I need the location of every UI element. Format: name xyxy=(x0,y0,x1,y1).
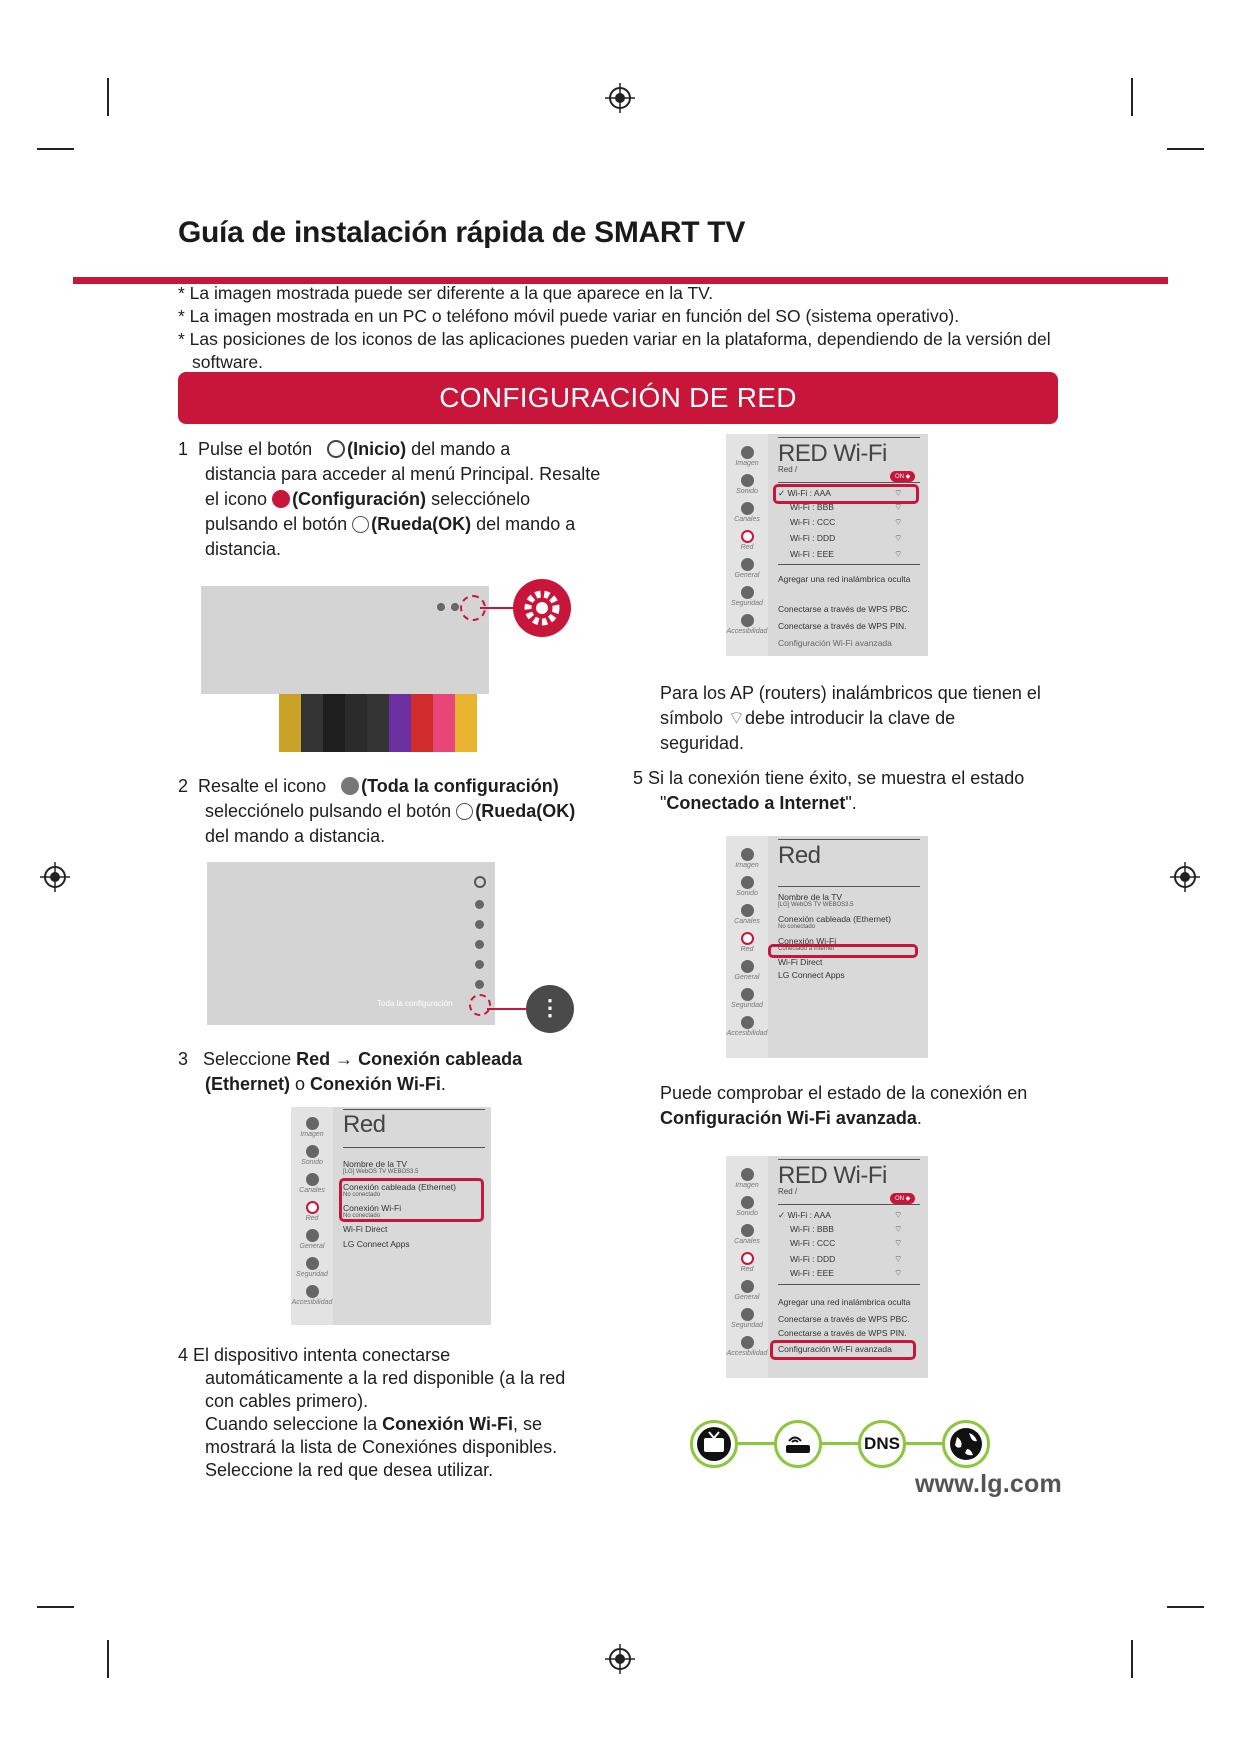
sidebar-label: Red xyxy=(740,946,754,953)
sidebar-label: Sonido xyxy=(736,890,758,897)
crop-mark xyxy=(107,78,109,116)
sidebar-item-canales[interactable] xyxy=(291,1173,333,1194)
section-banner: CONFIGURACIÓN DE RED xyxy=(178,372,1058,424)
sidebar-label: Red xyxy=(740,544,754,551)
sidebar-label: Accesibilidad xyxy=(726,1350,768,1357)
wps-pbc-item[interactable]: Conectarse a través de WPS PBC. xyxy=(778,604,910,614)
all-settings-highlight xyxy=(469,994,491,1016)
app-tile xyxy=(279,694,301,752)
menu-rule xyxy=(343,1147,485,1148)
connection-status: Conectado a Internet xyxy=(778,946,835,952)
step-text: del mando a xyxy=(411,439,511,459)
note-text: . xyxy=(916,1108,922,1128)
connected-highlight xyxy=(768,944,918,958)
wifi-network-item[interactable]: Wi-Fi : CCC xyxy=(790,1238,836,1248)
note-text: Puede comprobar el estado de la conexión en xyxy=(660,1083,1028,1103)
settings-gear-icon xyxy=(513,579,571,637)
step-text: Seleccione la red que desea utilizar. xyxy=(205,1460,494,1480)
menu-rule xyxy=(778,1204,920,1205)
note: * La imagen mostrada puede ser diferente a la que aparece en la TV. xyxy=(178,283,714,303)
wired-connection-item[interactable] xyxy=(778,914,891,930)
sidebar-item-general[interactable] xyxy=(726,1280,768,1301)
menu-rule xyxy=(778,839,920,840)
sidebar-label: Imagen xyxy=(300,1131,324,1138)
wheel-button-icon xyxy=(456,803,473,820)
sidebar-label: Sonido xyxy=(736,488,758,495)
sidebar-item-red[interactable] xyxy=(291,1201,333,1222)
item-value: No conectado xyxy=(778,924,816,930)
network-connected-screen xyxy=(726,836,928,1058)
step-text: selecciónelo xyxy=(431,489,531,509)
sidebar-label: General xyxy=(734,974,760,981)
item-value: [LG] WebOS TV WEBOS3.5 xyxy=(343,1169,419,1175)
flow-line xyxy=(735,1442,775,1445)
check-note xyxy=(660,1081,1100,1131)
wifi-signal-icon: ⌔ xyxy=(894,549,903,559)
wifi-network-item[interactable]: Wi-Fi : BBB xyxy=(790,502,834,512)
callout-line xyxy=(480,607,515,609)
step-bold: (Ethernet) xyxy=(205,1074,290,1094)
sidebar-label: Sonido xyxy=(301,1159,323,1166)
app-tile xyxy=(323,694,345,752)
step-bold: Conexión cableada xyxy=(358,1049,523,1069)
menu-dot xyxy=(475,980,484,989)
sidebar-item-imagen[interactable] xyxy=(726,848,768,869)
sidebar-item-accesibilidad[interactable] xyxy=(726,1336,768,1357)
wifi-toggle[interactable]: ON ◆ xyxy=(890,1193,915,1204)
menu-dot xyxy=(475,920,484,929)
note: * Las posiciones de los iconos de las aplicaciones pueden variar en la plataforma, dependiendo de la versión del software. xyxy=(178,329,1051,372)
sidebar-item-red[interactable] xyxy=(726,530,768,551)
item-value: No conectado xyxy=(343,1192,381,1198)
wifi-signal-icon: ⌔ xyxy=(894,1210,903,1220)
step-bold: (Rueda(OK) xyxy=(475,801,576,821)
crop-mark xyxy=(1131,1640,1133,1678)
network-menu-screen xyxy=(291,1107,491,1325)
step-text: automáticamente a la red disponible (a la red xyxy=(205,1368,566,1388)
item-label: Nombre de la TV xyxy=(343,1159,408,1169)
app-tile xyxy=(389,694,411,752)
menu-dot xyxy=(474,876,486,888)
app-tile xyxy=(367,694,389,752)
wifi-menu-screen xyxy=(726,434,928,656)
sidebar-item-seguridad[interactable] xyxy=(726,1308,768,1329)
step-text: Si la conexión tiene éxito, se muestra el estado xyxy=(648,768,1025,788)
crop-mark xyxy=(37,148,74,150)
step-text: pulsando el botón xyxy=(205,514,348,534)
page-title: Guía de instalación rápida de SMART TV xyxy=(178,216,746,249)
step-text: mostrará la lista de Conexiónes disponibles. xyxy=(205,1437,558,1457)
sidebar-label: Accesibilidad xyxy=(291,1299,333,1306)
crop-mark xyxy=(107,1640,109,1678)
step-text: selecciónelo pulsando el botón xyxy=(205,801,452,821)
wifi-signal-icon: ⌔ xyxy=(894,533,903,543)
registration-mark-icon xyxy=(605,83,635,113)
step-text: Cuando seleccione la xyxy=(205,1414,378,1434)
sidebar-label: Seguridad xyxy=(731,1322,763,1329)
sidebar-label: Sonido xyxy=(736,1210,758,1217)
sidebar-item-canales[interactable] xyxy=(726,502,768,523)
step-2 xyxy=(178,774,618,849)
sidebar-label: Imagen xyxy=(735,1182,759,1189)
dns-label: DNS xyxy=(864,1434,900,1453)
menu-dot xyxy=(475,960,484,969)
sidebar-item-red[interactable] xyxy=(726,1252,768,1273)
step-text: Seleccione xyxy=(203,1049,292,1069)
item-value: [LG] WebOS TV WEBOS3.5 xyxy=(778,902,854,908)
dot xyxy=(451,603,459,611)
sidebar-item-sonido[interactable] xyxy=(726,474,768,495)
wifi-signal-icon: ⌔ xyxy=(894,502,903,512)
wps-pin-item[interactable]: Conectarse a través de WPS PIN. xyxy=(778,1328,907,1338)
wifi-advanced-screen xyxy=(726,1156,928,1378)
flow-line xyxy=(820,1442,860,1445)
step-text: del mando a xyxy=(476,514,576,534)
step-bold: Conexión Wi-Fi xyxy=(382,1414,513,1434)
app-tile xyxy=(411,694,433,752)
sidebar-label: Canales xyxy=(299,1187,325,1194)
crop-mark xyxy=(1167,148,1204,150)
item-label: Conexión cableada (Ethernet) xyxy=(343,1182,456,1192)
menu-title: RED Wi-Fi xyxy=(778,1162,887,1189)
menu-dot xyxy=(475,900,484,909)
sidebar-label: Canales xyxy=(734,516,760,523)
sidebar-item-red[interactable] xyxy=(726,932,768,953)
menu-rule xyxy=(778,1159,920,1160)
wifi-network-item[interactable]: Wi-Fi : DDD xyxy=(790,533,836,543)
dns-icon xyxy=(858,1420,906,1468)
item-label: Nombre de la TV xyxy=(778,892,843,902)
registration-mark-icon xyxy=(1170,862,1200,892)
network-highlight xyxy=(773,484,919,504)
step-text: , se xyxy=(512,1414,542,1434)
step-bold: Conectado a Internet xyxy=(666,793,846,813)
menu-title: RED Wi-Fi xyxy=(778,440,887,467)
step-bold: Red xyxy=(296,1049,331,1069)
sidebar-label: Canales xyxy=(734,918,760,925)
step-text: del mando a distancia. xyxy=(205,826,386,846)
wifi-network-item[interactable]: Wi-Fi : EEE xyxy=(790,1268,834,1278)
step-text: Resalte el icono xyxy=(198,776,327,796)
sidebar-label: General xyxy=(734,572,760,579)
wps-pin-item[interactable]: Conectarse a través de WPS PIN. xyxy=(778,621,907,631)
step-number: 1 xyxy=(178,439,189,459)
step-bold: Configuración Wi-Fi avanzada xyxy=(660,1108,917,1128)
menu-rule xyxy=(778,1284,920,1285)
lg-connect-apps-item[interactable]: LG Connect Apps xyxy=(778,970,845,980)
item-label: Conexión Wi-Fi xyxy=(343,1203,402,1213)
step-text: o xyxy=(290,1074,311,1094)
sidebar-item-accesibilidad[interactable] xyxy=(726,1016,768,1037)
sidebar-item-canales[interactable] xyxy=(726,904,768,925)
menu-dot xyxy=(475,940,484,949)
sidebar-label: Accesibilidad xyxy=(726,628,768,635)
step-number: 4 xyxy=(178,1345,189,1365)
menu-subtitle: Red / xyxy=(778,1187,798,1196)
sidebar-label: Canales xyxy=(734,1238,760,1245)
note: * La imagen mostrada en un PC o teléfono móvil puede variar en función del SO (sistema operativo). xyxy=(178,306,960,326)
step-number: 5 xyxy=(633,768,644,788)
sidebar-label: Imagen xyxy=(735,460,759,467)
step-text: con cables primero). xyxy=(205,1391,369,1411)
step-bold: (Inicio) xyxy=(347,439,407,459)
tv-name-item[interactable] xyxy=(343,1159,418,1175)
sidebar-item-imagen[interactable] xyxy=(726,1168,768,1189)
sidebar-item-imagen[interactable] xyxy=(726,446,768,467)
step-4 xyxy=(178,1344,618,1482)
step-text: . xyxy=(440,1074,446,1094)
router-icon xyxy=(774,1420,822,1468)
wifi-signal-icon: ⌔ xyxy=(894,1254,903,1264)
callout-line xyxy=(487,1008,527,1010)
step-bold: Conexión Wi-Fi xyxy=(310,1074,441,1094)
sidebar-item-imagen[interactable] xyxy=(291,1117,333,1138)
wifi-signal-icon: ⌔ xyxy=(894,1238,903,1248)
sidebar-label: Imagen xyxy=(735,862,759,869)
menu-title: Red xyxy=(343,1111,386,1138)
sidebar-item-canales[interactable] xyxy=(726,1224,768,1245)
sidebar-item-sonido[interactable] xyxy=(726,876,768,897)
registration-mark-icon xyxy=(40,862,70,892)
website-url: www.lg.com xyxy=(915,1470,1062,1498)
wifi-network-item[interactable]: Wi-Fi : BBB xyxy=(790,1224,834,1234)
item-label: Conexión cableada (Ethernet) xyxy=(778,914,891,924)
home-screen-illustration xyxy=(201,586,489,751)
menu-subtitle: Red / xyxy=(778,465,798,474)
wifi-network-item[interactable]: ✓ Wi-Fi : AAA xyxy=(778,1210,831,1220)
sidebar-item-accesibilidad[interactable] xyxy=(726,614,768,635)
step-bold: (Configuración) xyxy=(292,489,427,509)
sidebar-label: Seguridad xyxy=(731,600,763,607)
wheel-button-icon xyxy=(352,516,369,533)
globe-icon xyxy=(942,1420,990,1468)
advanced-highlight xyxy=(770,1340,916,1360)
sidebar-label: Red xyxy=(305,1215,319,1222)
sidebar-item-general[interactable] xyxy=(291,1229,333,1250)
sidebar-label: Accesibilidad xyxy=(726,1030,768,1037)
wifi-direct-item[interactable]: Wi-Fi Direct xyxy=(343,1224,388,1234)
note-text: debe introducir la clave de xyxy=(744,708,956,728)
ap-note xyxy=(660,681,1100,756)
crop-mark xyxy=(1167,1606,1204,1608)
wifi-network-item[interactable]: ✓ Wi-Fi : AAA xyxy=(778,488,831,498)
sidebar-item-seguridad[interactable] xyxy=(726,586,768,607)
menu-rule xyxy=(778,482,920,483)
step-bold: (Toda la configuración) xyxy=(361,776,559,796)
step-3 xyxy=(178,1047,618,1097)
crop-mark xyxy=(1131,78,1133,116)
note-text: Para los AP (routers) inalámbricos que tienen el xyxy=(660,683,1041,703)
step-1 xyxy=(178,437,618,562)
menu-rule xyxy=(778,886,920,887)
note-text: seguridad. xyxy=(660,733,745,753)
hidden-network-item[interactable]: Agregar una red inalámbrica oculta xyxy=(778,1297,911,1307)
app-tile xyxy=(433,694,455,752)
step-text: el icono xyxy=(205,489,268,509)
notes xyxy=(178,282,1078,374)
settings-screen-illustration xyxy=(207,862,495,1025)
sidebar-item-accesibilidad[interactable] xyxy=(291,1285,333,1306)
tv-name-item[interactable] xyxy=(778,892,853,908)
all-settings-label: Toda la configuración xyxy=(377,999,453,1008)
wifi-signal-icon: ⌔ xyxy=(894,1268,903,1278)
step-text: distancia. xyxy=(205,539,282,559)
tv-icon xyxy=(690,1420,738,1468)
sidebar-item-seguridad[interactable] xyxy=(291,1257,333,1278)
app-tile xyxy=(301,694,323,752)
sidebar-item-general[interactable] xyxy=(726,960,768,981)
wps-pbc-item[interactable]: Conectarse a través de WPS PBC. xyxy=(778,1314,910,1324)
flow-line xyxy=(904,1442,944,1445)
hidden-network-item[interactable]: Agregar una red inalámbrica oculta xyxy=(778,574,911,584)
sidebar-item-sonido[interactable] xyxy=(726,1196,768,1217)
step-number: 3 xyxy=(178,1049,189,1069)
menu-rule xyxy=(778,437,920,438)
settings-icon xyxy=(272,490,290,508)
step-text: El dispositivo intenta conectarse xyxy=(193,1345,451,1365)
more-options-icon: ⋮ xyxy=(526,985,574,1033)
wifi-toggle[interactable]: ON ◆ xyxy=(890,471,915,482)
wifi-network-item[interactable]: Wi-Fi : EEE xyxy=(790,549,834,559)
lg-connect-apps-item[interactable]: LG Connect Apps xyxy=(343,1239,410,1249)
note-text: símbolo xyxy=(660,708,724,728)
menu-rule xyxy=(343,1109,485,1110)
sidebar-item-general[interactable] xyxy=(726,558,768,579)
wifi-signal-icon: ⌔ xyxy=(894,1224,903,1234)
sidebar-label: Red xyxy=(740,1266,754,1273)
wifi-signal-icon: ⌔ xyxy=(894,517,903,527)
app-tile xyxy=(345,694,367,752)
sidebar-label: General xyxy=(299,1243,325,1250)
advanced-wifi-item[interactable]: Configuración Wi-Fi avanzada xyxy=(778,638,892,648)
sidebar-label: Seguridad xyxy=(296,1271,328,1278)
sidebar-item-seguridad[interactable] xyxy=(726,988,768,1009)
wifi-network-item[interactable]: Wi-Fi : DDD xyxy=(790,1254,836,1264)
dot xyxy=(437,603,445,611)
item-label: Conexión Wi-Fi xyxy=(778,936,837,946)
sidebar-label: General xyxy=(734,1294,760,1301)
sidebar-label: Seguridad xyxy=(731,1002,763,1009)
home-icon xyxy=(327,440,345,458)
sidebar-item-sonido[interactable] xyxy=(291,1145,333,1166)
menu-rule xyxy=(778,564,920,565)
step-text: → xyxy=(330,1049,359,1069)
connection-highlight xyxy=(339,1178,484,1222)
step-number: 2 xyxy=(178,776,189,796)
advanced-wifi-item[interactable]: Configuración Wi-Fi avanzada xyxy=(778,1344,892,1354)
registration-mark-icon xyxy=(605,1644,635,1674)
step-text: " xyxy=(660,793,667,813)
step-text: distancia para acceder al menú Principal. Resalte xyxy=(205,464,601,484)
wifi-network-item[interactable]: Wi-Fi : CCC xyxy=(790,517,836,527)
menu-title: Red xyxy=(778,842,821,869)
item-value: No conectado xyxy=(343,1213,381,1219)
app-tile xyxy=(455,694,477,752)
secured-wifi-icon: ⌔ xyxy=(728,708,745,728)
all-settings-icon xyxy=(341,777,359,795)
wifi-direct-item[interactable]: Wi-Fi Direct xyxy=(778,957,823,967)
wifi-signal-icon: ⌔ xyxy=(894,488,903,498)
step-5 xyxy=(633,766,1103,816)
crop-mark xyxy=(37,1606,74,1608)
step-bold: (Rueda(OK) xyxy=(371,514,472,534)
step-text: ". xyxy=(845,793,857,813)
step-text: Pulse el botón xyxy=(198,439,313,459)
